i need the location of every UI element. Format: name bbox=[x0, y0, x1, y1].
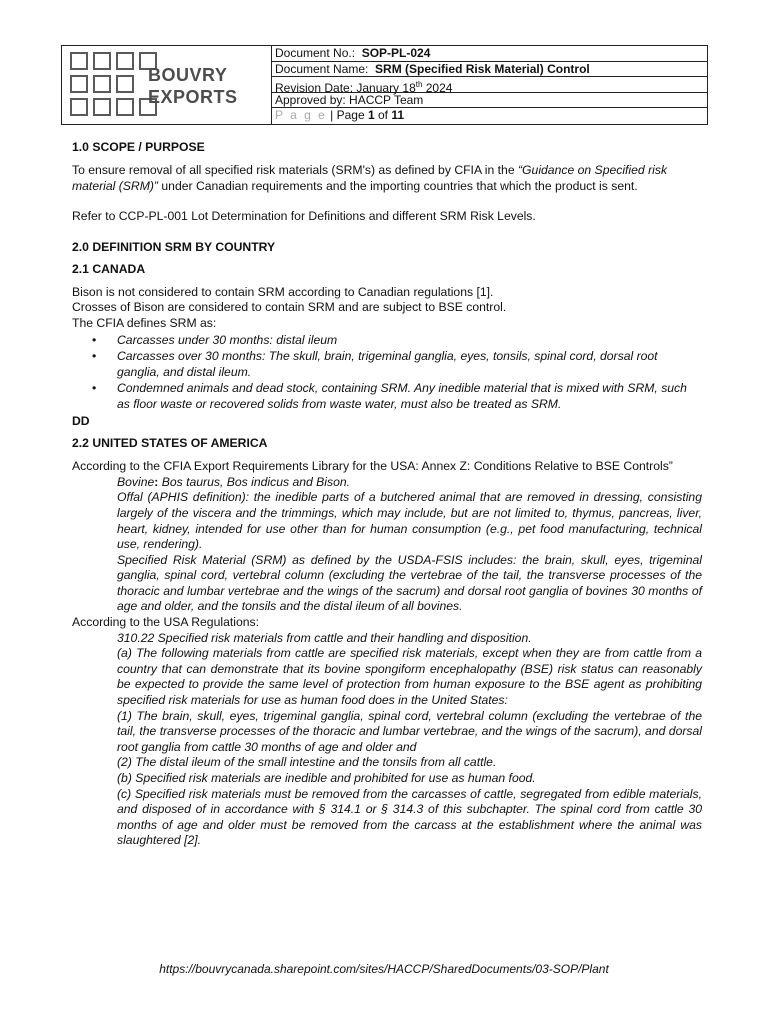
canada-heading: 2.1 CANADA bbox=[72, 261, 146, 276]
page-label: P a g e bbox=[275, 108, 327, 123]
canada-bullet-1: • Carcasses under 30 months: distal ileum bbox=[72, 333, 702, 349]
srm-usda-definition: Specified Risk Material (SRM) as defined by the USDA-FSIS includes: the brain, skull, eyes, trigeminal ganglia, spinal cord, vertebral column (excluding the vertebrae of the tail, the transverse processes of the thoracic and lumbar vertebrae and the wings of the sacrum) and dorsal root ganglia of bovines 30 months of age and older, and the tonsils and the distal ileum of all bovines. bbox=[117, 552, 702, 614]
company-logo bbox=[62, 46, 272, 124]
scope-paragraph-2: Refer to CCP-PL-001 Lot Determination for Definitions and different SRM Risk Levels. bbox=[72, 209, 536, 224]
footer-url[interactable]: https://bouvrycanada.sharepoint.com/sites/HACCP/SharedDocuments/03-SOP/Plant bbox=[159, 962, 609, 976]
bovine-definition bbox=[117, 475, 702, 491]
offal-definition: Offal (APHIS definition): the inedible parts of a butchered animal that are removed in dressing, consisting largely of the viscera and the trimmings, which may include, but are not limited to, thymus, pancreas, liver, heart, kidney, intended for use other than for human consumption (e.g., pet food manufacturing, technical use, rendering). bbox=[117, 490, 702, 552]
logo-text-line2: EXPORTS bbox=[148, 87, 238, 107]
page-num: 1 bbox=[367, 108, 375, 123]
regulation-line-2: (a) The following materials from cattle are specified risk materials, except when they are from cattle from a country that can demonstrate that its bovine spongiform encephalopathy (BSE) risk status can reasonably be expected to provide the same level of protection from human exposure to the BSE agent as prohibiting specified risk materials for use as human food does in the United States: bbox=[117, 646, 702, 708]
canada-line-2: Crosses of Bison are considered to contain SRM and are subject to BSE control. bbox=[72, 300, 507, 315]
definition-heading: 2.0 DEFINITION SRM BY COUNTRY bbox=[72, 239, 276, 254]
scope-paragraph-1 bbox=[72, 163, 702, 194]
revision-year: 2024 bbox=[422, 81, 453, 96]
doc-name-label: Document Name: bbox=[275, 61, 369, 76]
regulation-line-5: (b) Specified risk materials are inedible and prohibited for use as human food. bbox=[117, 771, 536, 785]
canada-bullet-2: • Carcasses over 30 months: The skull, brain, trigeminal ganglia, eyes, tonsils, spinal cord, dorsal root ganglia, and distal ileum. bbox=[72, 349, 702, 380]
dd-text: DD bbox=[72, 413, 90, 428]
bovine-text: Bos taurus, Bos indicus and Bison. bbox=[158, 474, 351, 489]
document-body bbox=[72, 140, 702, 849]
usa-regulations-intro: According to the USA Regulations: bbox=[72, 615, 259, 630]
page-of: of bbox=[374, 108, 392, 123]
logo-text-line1: BOUVRY bbox=[148, 65, 228, 85]
page-number-row bbox=[271, 108, 707, 124]
doc-name-value: SRM (Specified Risk Material) Control bbox=[375, 61, 590, 76]
revision-label: Revision Date: January 18 bbox=[275, 81, 416, 96]
bovine-colon: : bbox=[154, 474, 159, 489]
bovine-label: Bovine bbox=[117, 474, 155, 489]
doc-no-value: SOP-PL-024 bbox=[361, 46, 431, 60]
regulation-line-4: (2) The distal ileum of the small intestine and the tonsils from all cattle. bbox=[117, 755, 497, 770]
revision-sup: th bbox=[415, 80, 423, 90]
regulation-line-6: (c) Specified risk materials must be removed from the carcasses of cattle, segregated from edible materials, and disposed of in accordance with § 314.1 or § 314.3 of this subchapter. The spinal cord from cattle 30 months of age and older must be removed from the carcass at the establishment where the animal was slaughtered [2]. bbox=[117, 786, 702, 848]
scope-text-a: To ensure removal of all specified risk materials (SRM's) as defined by CFIA in the bbox=[72, 163, 518, 177]
canada-line-3: The CFIA defines SRM as: bbox=[72, 315, 217, 330]
revision-date-row bbox=[271, 77, 707, 96]
usa-intro: According to the CFIA Export Requirements Library for the USA: Annex Z: Conditions Relative to BSE Controls” bbox=[72, 459, 673, 474]
document-header-table bbox=[61, 45, 708, 125]
canada-srm-list bbox=[72, 333, 702, 413]
canada-line-1: Bison is not considered to contain SRM according to Canadian regulations [1]. bbox=[72, 284, 494, 299]
document-name-row bbox=[271, 62, 707, 78]
scope-text-italic: “Guidance on Specified risk material (SRM)” bbox=[72, 163, 668, 193]
doc-no-label: Document No.: bbox=[275, 46, 356, 60]
usa-heading: 2.2 UNITED STATES OF AMERICA bbox=[72, 436, 268, 451]
page-sep: | Page bbox=[326, 108, 368, 123]
scope-heading: 1.0 SCOPE / PURPOSE bbox=[72, 140, 205, 154]
canada-bullet-3: • Condemned animals and dead stock, containing SRM. Any inedible material that is mixed with SRM, such as floor waste or recovered solids from waste water, must also be treated as SRM. bbox=[72, 381, 702, 412]
scope-text-b: under Canadian requirements and the importing countries that which the product is sent. bbox=[158, 178, 638, 193]
approved-by-row: Approved by: HACCP Team bbox=[271, 93, 707, 109]
regulation-line-1: 310.22 Specified risk materials from cattle and their handling and disposition. bbox=[117, 630, 532, 645]
document-number-row bbox=[271, 46, 707, 62]
page-total: 11 bbox=[391, 108, 405, 123]
regulation-line-3: (1) The brain, skull, eyes, trigeminal ganglia, spinal cord, vertebral column (excluding the vertebrae of the tail, the transverse processes of the thoracic and lumbar vertebrae, and the wings of the sacrum), and dorsal root ganglia from cattle 30 months of age and older and bbox=[117, 708, 702, 754]
